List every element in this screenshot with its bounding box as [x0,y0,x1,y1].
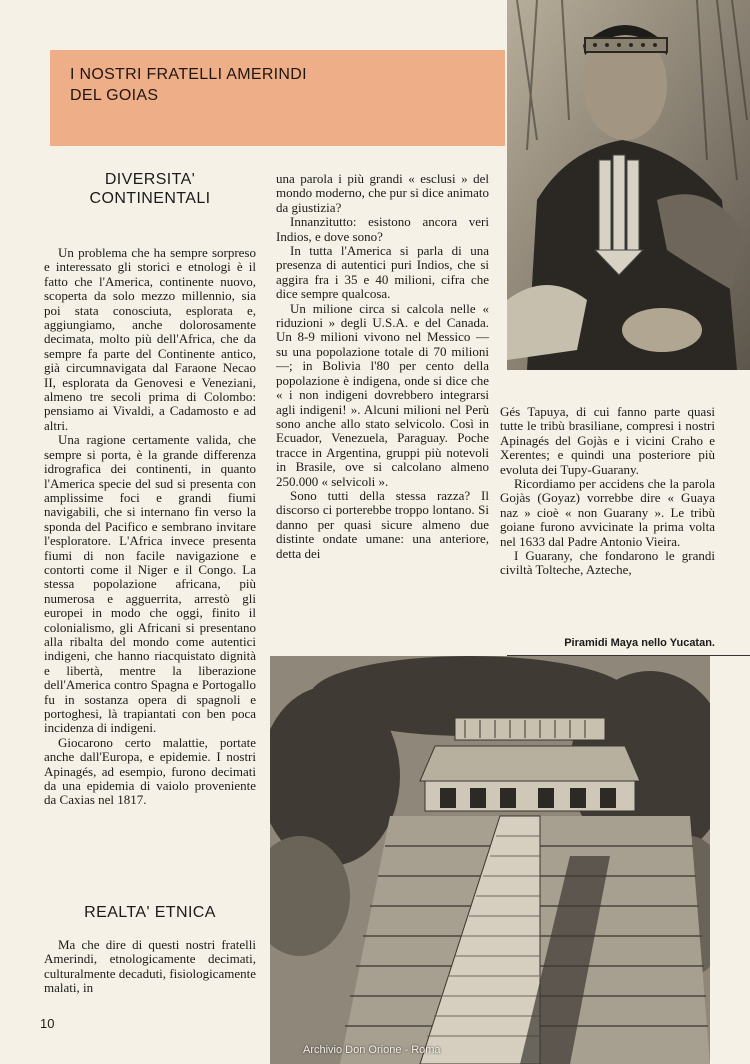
paragraph: Un problema che ha sempre sorpreso e interessato gli storici e etnologi è il fatto che l'America, continente nuovo, scoperta da solo mezzo millennio, sia poi stata conosciuta, esplorata e, aggiungiamo, anche dolorosamente decimata, molto più dell'Africa, che da sempre fa parte del Continente antico, già circumnavigata dal Faraone Necao II, esplorata da Genovesi e Veneziani, almeno tre secoli prima di Colombo: pensiamo ai Vivaldi, a Cadamosto e ad altri. [44,245,256,433]
paragraph: Innanzitutto: esistono ancora veri Indios, e dove sono? [276,214,489,244]
paragraph: una parola i più grandi « esclusi » del mondo moderno, che pur si dice animato da giustizia? [276,171,489,215]
archive-watermark: Archivio Don Orione - Roma [303,1044,441,1056]
column-middle [276,172,489,561]
section-heading-diversita: DIVERSITA' CONTINENTALI [89,171,211,207]
paragraph: Una ragione certamente valida, che sempre si porta, è la grande differenza idrografica dei continenti, in quanto l'America specie del sud si presenta con amplissime foci e grandi fiumi navigabili, che si internano fin verso la sponda del Pacifico e sembrano invitare l'esploratore. L'Africa invece presenta fiumi di non facile navigazione e contorti come il Niger e il Congo. La stessa popolazione africana, più numerosa e agguerrita, arrestò gli europei in modo che oggi, finito il colonialismo, gli Africani si presentano alla ribalta del mondo come autentici indigeni, che hanno riacquistato dignità e libertà, mentre la liberazione dell'America contro Spagna e Portogallo fu in sostanza opera di spagnoli e portoghesi, là trapiantati con ben poca incidenza di indigeni. [44,432,256,736]
page-number: 10 [40,1016,55,1031]
section-heading-realta: REALTA' ETNICA [84,904,216,921]
elder-portrait-drawing [507,0,750,370]
paragraph: I Guarany, che fondarono le grandi civiltà Tolteche, Azteche, [500,548,715,578]
column-left [44,170,256,808]
title-banner [50,50,505,146]
column-right [500,405,715,578]
article-title: I NOSTRI FRATELLI AMERINDI DEL GOIAS [70,66,307,104]
maya-pyramid-photo [270,656,710,1064]
maya-pyramid-drawing [270,656,710,1064]
paragraph: In tutta l'America si parla di una presenza di autentici puri Indios, che si aggira fra i 35 e 40 milioni, cifra che dice sempre qualcosa. [276,243,489,302]
column-left-continued [44,938,256,996]
paragraph: Ma che dire di questi nostri fratelli Amerindi, etnologicamente decimati, culturalmente decaduti, fisiologicamente malati, in [44,937,256,996]
paragraph: Ricordiamo per accidens che la parola Gojàs (Goyaz) vorrebbe dire « Guaya naz » cioè « non Guarany ». Le tribù goiane furono avvicinate la prima volta nel 1633 dal Padre Antonio Vieira. [500,476,715,549]
paragraph: Sono tutti della stessa razza? Il discorso ci porterebbe troppo lontano. Si danno per quasi sicure almeno due distinte ondate umane: una anteriore, detta dei [276,487,489,561]
paragraph: Giocarono certo malattie, portate anche dall'Europa, e epidemie. I nostri Apinagés, ad esempio, furono decimati da una epidemia di vaiolo proveniente da Caxias nel 1817. [44,734,256,808]
paragraph: Gés Tapuya, di cui fanno parte quasi tutte le tribù brasiliane, compresi i nostri Apinagés del Gojàs e i vicini Craho e Xerentes; e quindi una posteriore più evoluta dei Tupy-Guarany. [500,404,715,477]
photo-caption: Piramidi Maya nello Yucatan. [564,637,715,649]
paragraph: Un milione circa si calcola nelle « riduzioni » degli U.S.A. e del Canada. Un 8-9 milioni vivono nel Messico — su una popolazione totale di 70 milioni —; in Bolivia l'80 per cento della popolazione è indigena, onde si dice che « i non indigeni dovrebbero integrarsi agli indigeni! ». Alcuni milioni nel Perù sono anche allo stato selvicolo. Così in Ecuador, Venezuela, Paraguay. Poche tracce in Argentina, gruppi più notevoli in Brasile, ove si calcolano almeno 250.000 « selvicoli ». [276,300,489,489]
elder-portrait-photo [507,0,750,370]
